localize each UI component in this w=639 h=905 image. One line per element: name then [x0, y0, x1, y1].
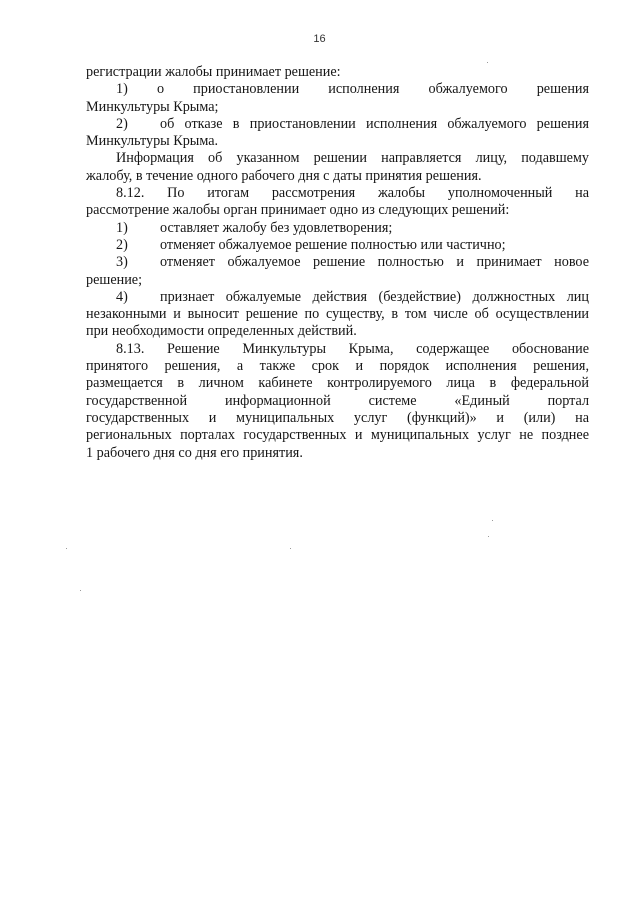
p813-word-4: «Единый: [454, 392, 510, 409]
item1-word-2: приостановлении: [193, 81, 300, 98]
d2-num: 2): [116, 236, 128, 253]
item1-line1: [86, 81, 589, 98]
decision-item-3: [86, 254, 589, 289]
p813-word-5: портал: [547, 392, 590, 409]
p812-word-1: 8.12.: [116, 185, 145, 202]
d3-num: 3): [116, 254, 128, 271]
d1-num: 1): [116, 219, 128, 236]
d2-line: [86, 237, 589, 254]
section-8-13: [86, 341, 589, 462]
d3-line1: [86, 254, 589, 271]
scan-speck: [290, 548, 291, 549]
p813-line2: принятого решения, а также срок и порядок исполнения решения,: [86, 358, 589, 375]
p813-word-3: системе: [368, 392, 417, 409]
p812-word-7: на: [575, 185, 590, 202]
item1-word-1: о: [156, 81, 165, 98]
p812-word-4: рассмотрения: [271, 185, 356, 202]
suspension-item-1: [86, 81, 589, 116]
d4-text: признает обжалуемые действия (бездействие) должностных лиц: [160, 288, 589, 305]
info-paragraph: [86, 150, 589, 185]
item2-line2: Минкультуры Крыма.: [86, 133, 219, 150]
info-line2: жалобу, в течение одного рабочего дня с даты принятия решения.: [86, 167, 482, 184]
suspension-item-2: [86, 116, 589, 151]
p813-line4: [86, 393, 589, 410]
d1-text: оставляет жалобу без удовлетворения;: [160, 219, 393, 236]
d1-line: [86, 220, 589, 237]
scan-speck: [488, 536, 489, 537]
section-8-12: [86, 185, 589, 220]
page-number: 16: [313, 33, 326, 45]
p813-line7: 1 рабочего дня со дня его принятия.: [86, 444, 303, 461]
item1-word-5: решения: [536, 81, 590, 98]
p812-word-6: уполномоченный: [447, 185, 553, 202]
p812-line1: [86, 185, 589, 202]
scan-speck: [66, 548, 67, 549]
p813-line6: региональных порталах государственных и муниципальных услуг не позднее: [86, 427, 589, 444]
item1-word-3: исполнения: [328, 81, 400, 98]
d3-text: отменяет обжалуемое решение полностью и принимает новое: [160, 254, 589, 271]
p813-line1: 8.13. Решение Минкультуры Крыма, содержащее обоснование: [116, 340, 589, 357]
document-body: [86, 64, 589, 462]
d2-text: отменяет обжалуемое решение полностью или частично;: [160, 236, 506, 253]
scan-speck: [487, 62, 488, 63]
scan-speck: [80, 590, 81, 591]
d4-line3: при необходимости определенных действий.: [86, 323, 357, 340]
d3-line2: решение;: [86, 271, 143, 288]
d4-line1: [86, 289, 589, 306]
scan-speck: [492, 520, 493, 521]
item2-text: об отказе в приостановлении исполнения обжалуемого решения: [160, 115, 589, 132]
d4-line2: незаконными и выносит решение по существу, в том числе об осуществлении: [86, 306, 589, 323]
p812-word-2: По: [167, 185, 185, 202]
d4-num: 4): [116, 288, 128, 305]
p812-line2: рассмотрение жалобы орган принимает одно из следующих решений:: [86, 202, 510, 219]
item2-num: 2): [116, 115, 128, 132]
p813-line3: размещается в личном кабинете контролируемого лица в федеральной: [86, 375, 589, 392]
info-line1: Информация об указанном решении направляется лицу, подавшему: [116, 150, 589, 167]
p813-word-2: информационной: [225, 392, 331, 409]
intro-paragraph: [86, 64, 589, 81]
decision-item-2: [86, 237, 589, 254]
p813-word-1: государственной: [86, 392, 188, 409]
item1-word-4: обжалуемого: [428, 81, 508, 98]
p813-line5: государственных и муниципальных услуг (функций)» и (или) на: [86, 409, 589, 426]
item1-num: 1): [116, 81, 128, 98]
decision-item-4: [86, 289, 589, 341]
p812-word-5: жалобы: [377, 185, 426, 202]
p812-word-3: итогам: [207, 185, 250, 202]
item1-line2: Минкультуры Крыма;: [86, 98, 219, 115]
intro-text: регистрации жалобы принимает решение:: [86, 64, 341, 80]
item2-line1: [86, 116, 589, 133]
decision-item-1: [86, 220, 589, 237]
